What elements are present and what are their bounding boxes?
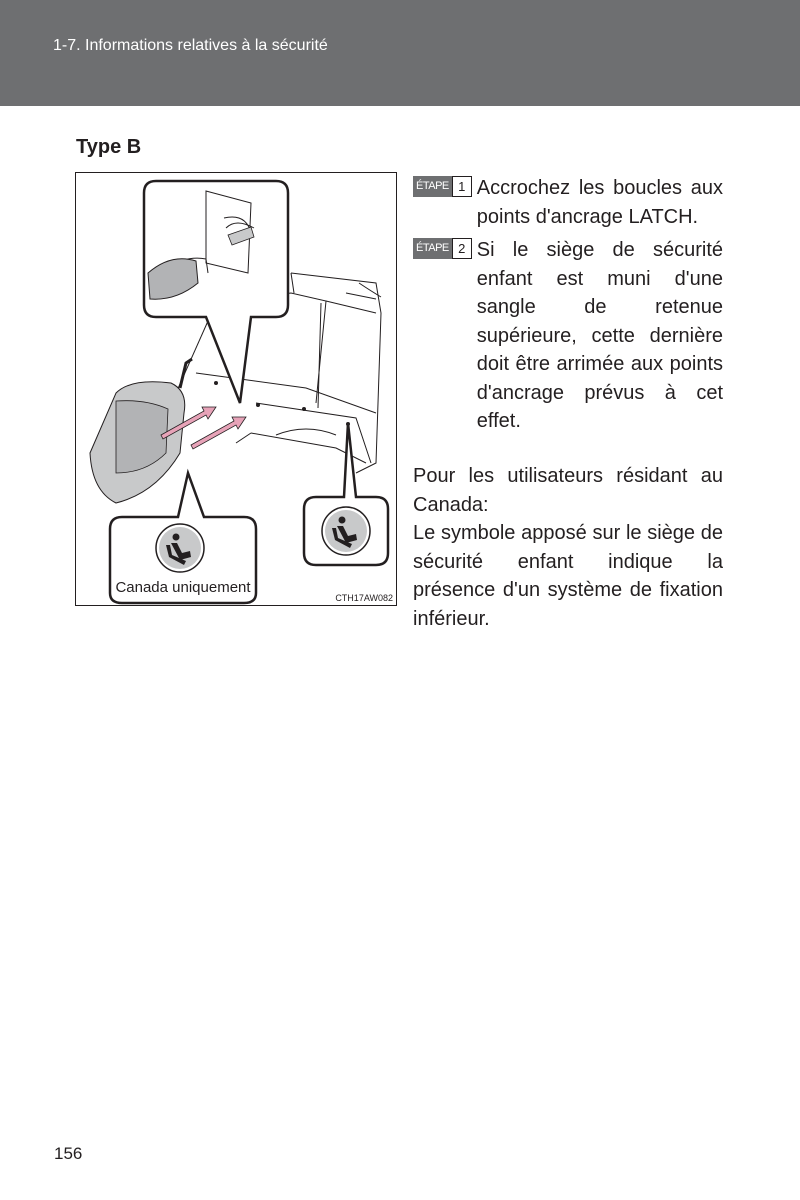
step-badge-number: 1 <box>452 176 472 197</box>
step-badge-number: 2 <box>452 238 472 259</box>
figure-caption: Canada uniquement <box>115 579 251 596</box>
step-text: Si le siège de sécurité enfant est muni d'une sangle de retenue supérieure, cette dernière doit être arrimée aux points d'ancrage prévus à cet effet. <box>476 239 723 432</box>
body-text <box>413 462 723 633</box>
paragraph: Pour les utilisateurs résidant au Canada: <box>413 465 723 516</box>
page-number: 156 <box>54 1144 83 1163</box>
step-badge <box>413 176 472 197</box>
step-badge <box>413 238 472 259</box>
paragraph: Le symbole apposé sur le siège de sécurité enfant indique la présence d'un système de fixation inférieur. <box>413 522 723 630</box>
steps-list <box>413 174 723 441</box>
subheading: Type B <box>76 136 142 158</box>
step-text: Accrochez les boucles aux points d'ancrage LATCH. <box>476 177 723 228</box>
figure-code: CTH17AW082 <box>335 593 393 603</box>
step-item <box>413 236 723 436</box>
header-band <box>0 0 800 106</box>
step-item <box>413 174 723 231</box>
step-badge-label: ÉTAPE <box>413 238 452 259</box>
illustration-figure <box>75 172 397 606</box>
step-badge-label: ÉTAPE <box>413 176 452 197</box>
section-title: 1-7. Informations relatives à la sécurité <box>53 37 328 54</box>
child-seat-latch-illustration <box>76 173 396 605</box>
